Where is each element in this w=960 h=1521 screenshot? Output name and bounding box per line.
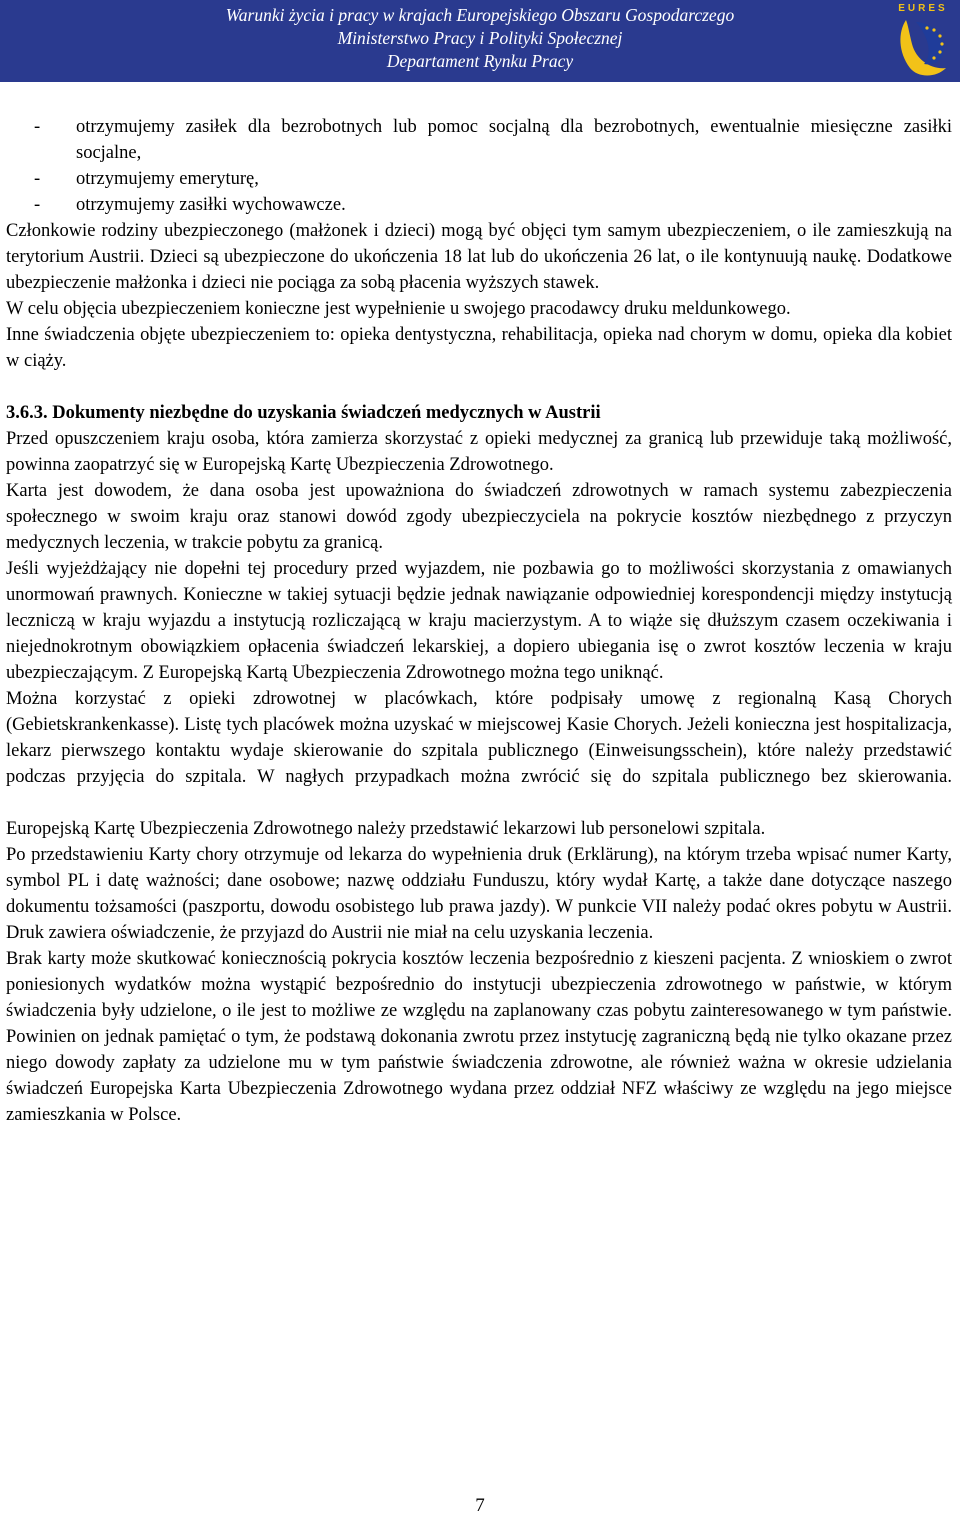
paragraph: Przed opuszczeniem kraju osoba, która zamierza skorzystać z opieki medycznej za granicą lub przewiduje taką możliwość, powinna zaopatrzyć się w Europejską Kartę Ubezpieczenia Zdrowotnego.: [6, 429, 952, 475]
paragraph: Jeśli wyjeżdżający nie dopełni tej procedury przed wyjazdem, nie pozbawia go to możliwości skorzystania z omawianych unormowań prawnych. Konieczne w takiej sytuacji będzie jednak nawiązanie odpowiedniej korespondencji między instytucją leczniczą w kraju wyjazdu a instytucją rozliczającą w kraju macierzystym. A to wiąże się dłuższym czasem oczekiwania i niejednokrotnym obowiązkiem opłacenia świadczeń lekarskiej, a dopiero ubiegania isę o zwrot kosztów leczenia w kraju ubezpieczającym. Z Europejską Kartą Ubezpieczenia Zdrowotnego można tego uniknąć.: [6, 559, 952, 683]
paragraph: W celu objęcia ubezpieczeniem konieczne jest wypełnienie u swojego pracodawcy druku meldunkowego.: [6, 299, 791, 319]
header-line-2: Ministerstwo Pracy i Polityki Społecznej: [337, 28, 623, 48]
bullet-text: otrzymujemy zasiłek dla bezrobotnych lub pomoc socjalną dla bezrobotnych, ewentualnie miesięczne zasiłki socjalne,: [76, 117, 952, 163]
bullet-list: [6, 114, 952, 218]
paragraph: Karta jest dowodem, że dana osoba jest upoważniona do świadczeń zdrowotnych w ramach systemu zabezpieczenia społecznego w swoim kraju oraz stanowi dowód zgody ubezpieczyciela na pokrycie kosztów niezbędnego z przyczyn medycznych leczenia, w trakcie pobytu za granicą.: [6, 481, 952, 553]
document-body: [6, 114, 952, 1128]
bullet-dash: -: [34, 195, 41, 215]
header-line-1: Warunki życia i pracy w krajach Europejskiego Obszaru Gospodarczego: [225, 5, 735, 25]
paragraph-gap: [6, 790, 952, 816]
eures-logo: [892, 0, 954, 82]
bullet-text: otrzymujemy emeryturę,: [76, 169, 259, 189]
eures-emblem-icon: [896, 16, 950, 78]
paragraph: Po przedstawieniu Karty chory otrzymuje od lekarza do wypełnienia druk (Erklärung), na którym trzeba wpisać numer Karty, symbol PL i datę ważności; dane osobowe; nazwę oddziału Funduszu, który wydał Kartę, a także dane dotyczące naszego dokumentu tożsamości (paszportu, dowodu osobistego lub prawa jazdy). W punkcie VII należy podać okres pobytu w Austrii. Druk zawiera oświadczenie, że przyjazd do Austrii nie miał na celu uzyskania leczenia.: [6, 845, 952, 943]
paragraph: Brak karty może skutkować koniecznością pokrycia kosztów leczenia bezpośrednio z kieszeni pacjenta. Z wnioskiem o zwrot poniesionych wydatków można wystąpić bezpośrednio do instytucji ubezpieczenia zdrowotnego w państwie, w którym świadczenia były udzielone, o ile jest to możliwe ze względu na zaplanowany czas pobytu zainteresowanego w tym państwie. Powinien on jednak pamiętać o tym, że podstawą dokonania zwrotu przez instytucję zagraniczną będą nie tylko okazane przez niego dowody zapłaty za udzielone mu w tym państwie świadczenia zdrowotne, ale również ważna w okresie udzielania świadczeń Europejska Karta Ubezpieczenia Zdrowotnego wydana przez oddział NFZ właściwy ze względu na jego miejsce zamieszkania w Polsce.: [6, 949, 952, 1125]
bullet-dash: -: [34, 117, 41, 137]
list-item: [6, 192, 952, 218]
paragraph: Członkowie rodziny ubezpieczonego (małżonek i dzieci) mogą być objęci tym samym ubezpieczeniem, o ile zamieszkują na terytorium Austrii. Dzieci są ubezpieczone do ukończenia 18 lat lub do ukończenia 26 lat, o ile kontynuują naukę. Dodatkowe ubezpieczenie małżonka i dzieci nie pociąga za sobą płacenia wyższych stawek.: [6, 221, 952, 293]
list-item: [6, 114, 952, 166]
header-text: [0, 4, 960, 73]
list-item: [6, 166, 952, 192]
paragraph: Europejską Kartę Ubezpieczenia Zdrowotnego należy przedstawić lekarzowi lub personelowi szpitala.: [6, 819, 766, 839]
page-number: 7: [475, 1495, 485, 1516]
section-heading: 3.6.3. Dokumenty niezbędne do uzyskania świadczeń medycznych w Austrii: [6, 403, 601, 423]
header-line-3: Departament Rynku Pracy: [386, 51, 574, 71]
page-header: [0, 0, 960, 82]
bullet-text: otrzymujemy zasiłki wychowawcze.: [76, 195, 346, 215]
bullet-dash: -: [34, 169, 41, 189]
eures-logo-text: EURES: [898, 3, 948, 14]
paragraph: Inne świadczenia objęte ubezpieczeniem to: opieka dentystyczna, rehabilitacja, opieka nad chorym w domu, opieka dla kobiet w ciąży.: [6, 325, 952, 371]
paragraph: Można korzystać z opieki zdrowotnej w placówkach, które podpisały umowę z regionalną Kasą Chorych (Gebietskrankenkasse). Listę tych placówek można uzyskać w miejscowej Kasie Chorych. Jeżeli konieczna jest hospitalizacja, lekarz pierwszego kontaktu wydaje skierowanie do szpitala publicznego (Einweisungsschein), które należy przedstawić podczas przyjęcia do szpitala. W nagłych przypadkach można zwrócić się do szpitala publicznego bez skierowania.: [6, 689, 952, 787]
